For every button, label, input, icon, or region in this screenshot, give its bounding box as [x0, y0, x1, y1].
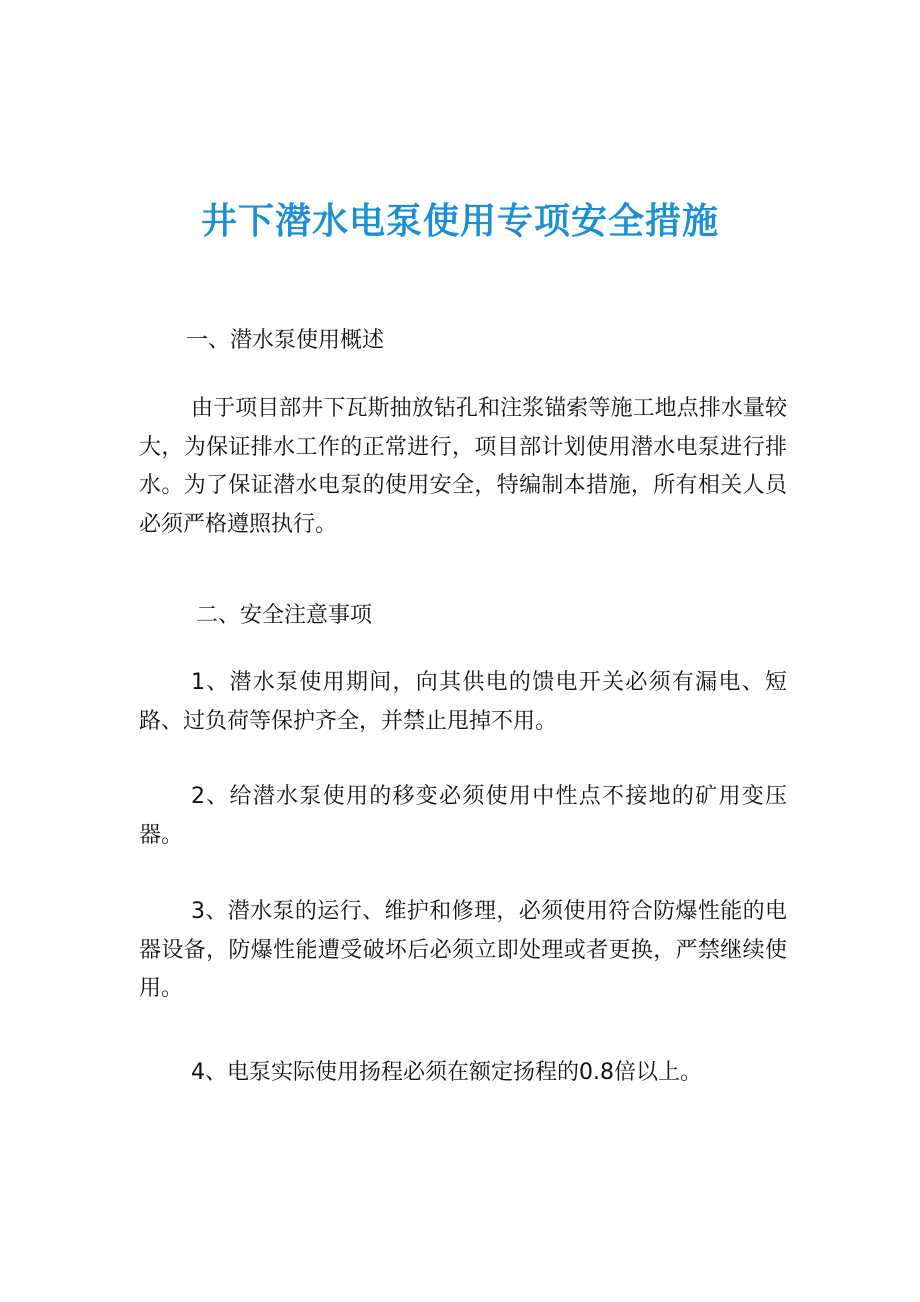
- paragraph-safety-item-2: 2、给潜水泵使用的移变必须使用中性点不接地的矿用变压器。: [139, 784, 787, 848]
- paragraph-overview: 由于项目部井下瓦斯抽放钻孔和注浆锚索等施工地点排水量较大，为保证排水工作的正常进行，项目部计划使用潜水电泵进行排水。为了保证潜水电泵的使用安全，特编制本措施，所有相关人员必须严格遵照执行。: [139, 396, 787, 537]
- section-heading-overview: 一、潜水泵使用概述: [186, 328, 385, 353]
- paragraph-safety-item-1: 1、潜水泵使用期间，向其供电的馈电开关必须有漏电、短路、过负荷等保护齐全，并禁止甩掉不用。: [139, 670, 787, 734]
- paragraph-safety-item-4: 4、电泵实际使用扬程必须在额定扬程的0.8倍以上。: [191, 1060, 702, 1085]
- document-title: 井下潜水电泵使用专项安全措施: [200, 201, 719, 242]
- paragraph-safety-item-3: 3、潜水泵的运行、维护和修理，必须使用符合防爆性能的电器设备，防爆性能遭受破坏后必须立即处理或者更换，严禁继续使用。: [139, 899, 787, 1001]
- section-heading-safety: 二、安全注意事项: [196, 603, 373, 628]
